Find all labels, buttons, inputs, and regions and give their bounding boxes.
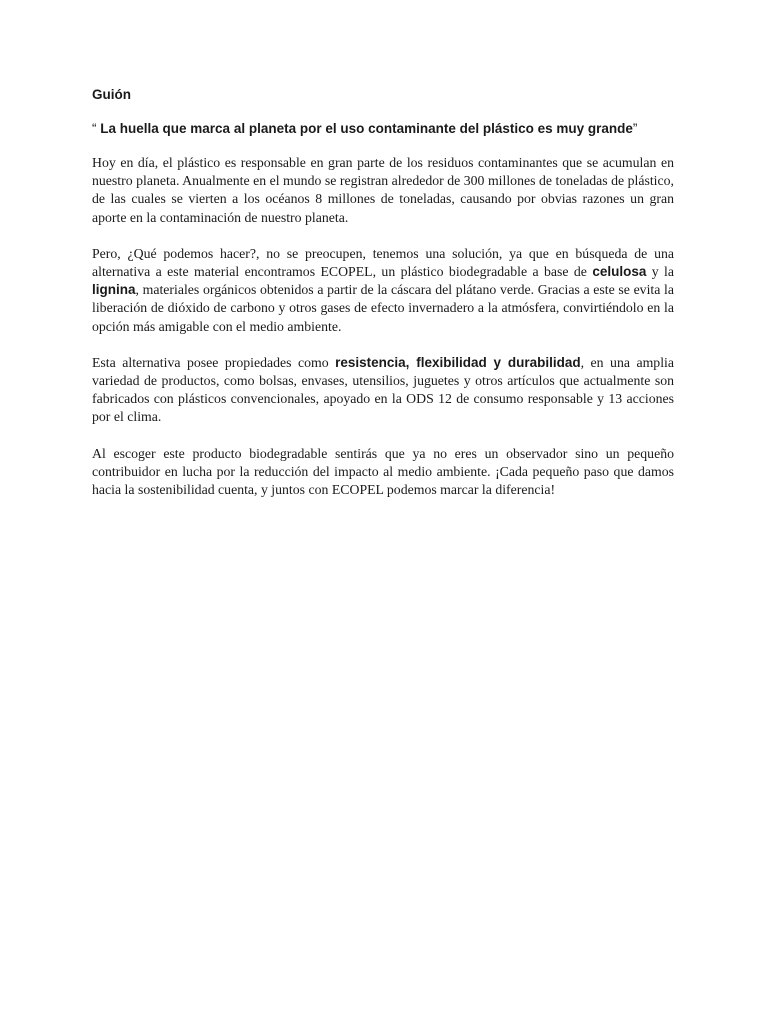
keyword-lignina: lignina	[92, 282, 136, 298]
paragraph-text: , en una amplia variedad de productos, como bolsas, envases, utensilios, juguetes y otros artículos que actualmente son fabricados con plásticos convencionales, apoyado en la ODS 12 de consumo responsable y 13 acciones por el clima.	[92, 354, 674, 425]
paragraph-closing	[92, 445, 674, 500]
document-content	[92, 86, 674, 517]
paragraph-text: Esta alternativa posee propiedades como	[92, 354, 336, 370]
keyword-properties: resistencia, flexibilidad y durabilidad	[335, 354, 581, 370]
keyword-celulosa: celulosa	[592, 264, 647, 280]
title-text: La huella que marca al planeta por el uso contaminante del plástico es muy grande	[100, 121, 633, 136]
document-heading: Guión	[92, 87, 131, 102]
paragraph-text: y la	[646, 264, 674, 280]
paragraph-text: Al escoger este producto biodegradable sentirás que ya no eres un observador sino un pequeño contribuidor en lucha por la reducción del impacto al medio ambiente. ¡Cada pequeño paso que damos hacia la sostenibilidad cuenta, y juntos con ECOPEL podemos marcar la diferencia!	[92, 445, 674, 498]
title-close-quote: ”	[632, 121, 638, 136]
document-title	[92, 120, 674, 138]
paragraph-text: Pero, ¿Qué podemos hacer?, no se preocupen, tenemos una solución, ya que en búsqueda de una alternativa a este material encontramos ECOPEL, un plástico biodegradable a base de	[92, 245, 674, 280]
paragraph-intro	[92, 154, 674, 227]
title-open-quote: “	[92, 121, 97, 136]
paragraph-text: Hoy en día, el plástico es responsable en gran parte de los residuos contaminantes que se acumulan en nuestro planeta. Anualmente en el mundo se registran alrededor de 300 millones de toneladas de plástico, de las cuales se vierten a los océanos 8 millones de toneladas, causando por obvias razones un gran aporte en la contaminación de nuestro planeta.	[92, 155, 674, 225]
paragraph-solution	[92, 245, 674, 336]
paragraph-text: , materiales orgánicos obtenidos a partir de la cáscara del plátano verde. Gracias a este se evita la liberación de dióxido de carbono y otros gases de efecto invernadero a la atmósfera, convirtiéndolo en la opción más amigable con el medio ambiente.	[92, 282, 674, 334]
paragraph-properties	[92, 354, 674, 427]
